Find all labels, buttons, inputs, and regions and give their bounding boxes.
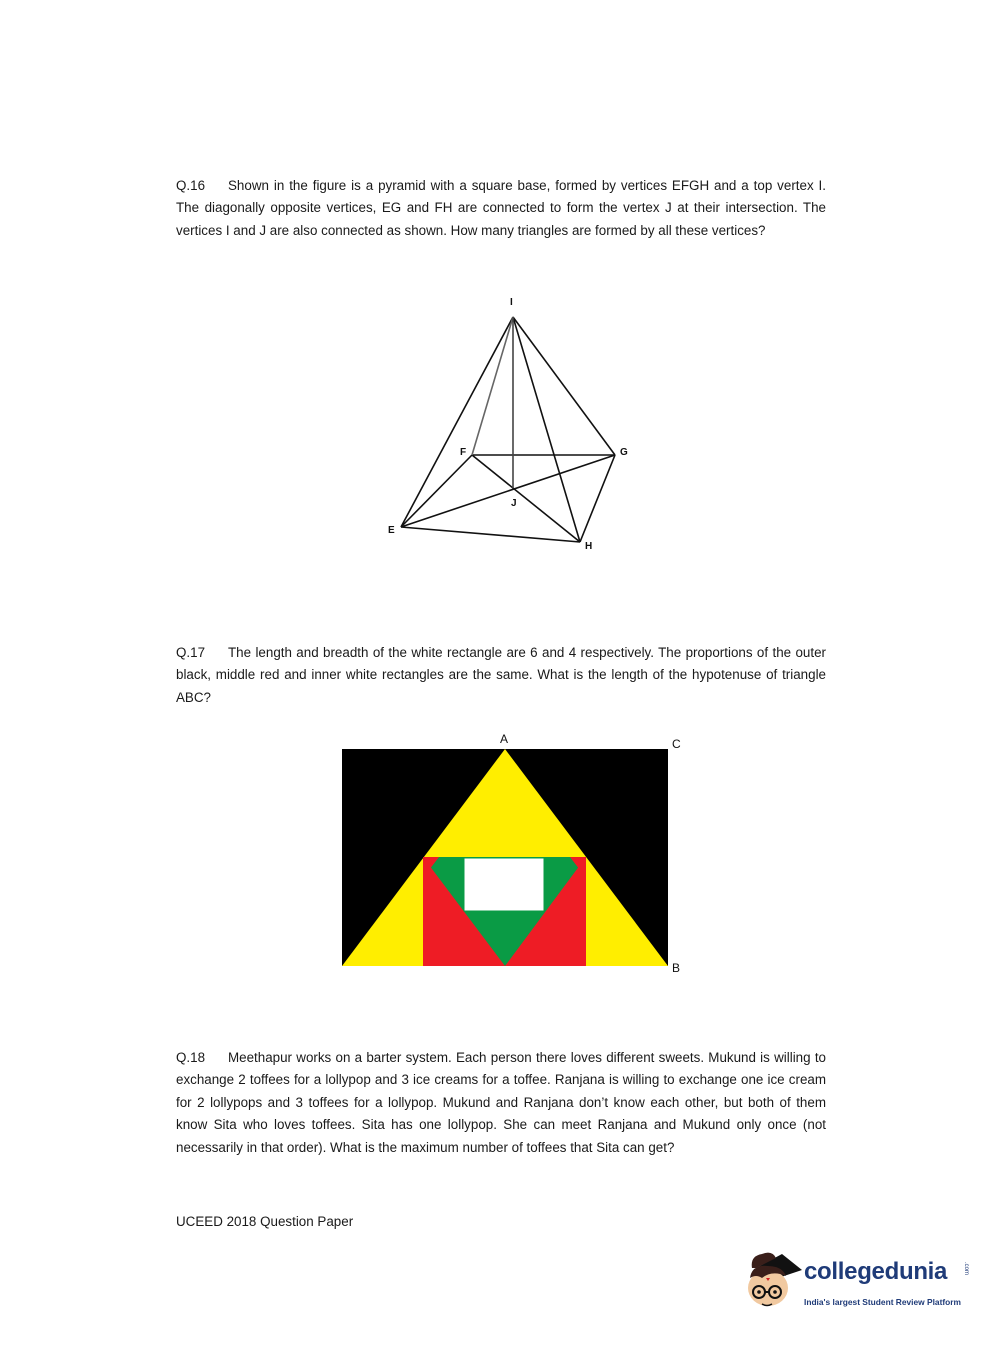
question-number: Q.18 <box>176 1050 206 1065</box>
inner-white-rectangle <box>464 858 544 911</box>
edge-EH <box>401 527 580 542</box>
label-B: B <box>672 961 681 975</box>
mascot-icon <box>742 1248 804 1320</box>
brand-name: collegedunia <box>804 1258 948 1285</box>
question-18 <box>176 1047 826 1159</box>
brand-suffix: .com <box>963 1262 969 1276</box>
edge-IF <box>472 317 513 455</box>
edge-IH <box>513 317 580 542</box>
question-16 <box>176 175 826 242</box>
pyramid-figure <box>380 292 640 562</box>
edge-IG <box>513 317 615 455</box>
label-E: E <box>388 525 395 536</box>
brand-tagline: India's largest Student Review Platform <box>804 1297 961 1307</box>
label-C: C <box>672 737 681 751</box>
label-G: G <box>620 447 628 458</box>
question-text: Shown in the figure is a pyramid with a square base, formed by vertices EFGH and a top vertex I. The diagonally opposite vertices, EG and FH are connected to form the vertex J at their intersection. The vertices I and J are also connected as shown. How many triangles are formed by all these vertices? <box>176 178 826 238</box>
collegedunia-logo[interactable] <box>742 1248 972 1320</box>
question-text: Meethapur works on a barter system. Each person there loves different sweets. Mukund is willing to exchange 2 toffees for a lollypop and 3 ice creams for a toffee. Ranjana is willing to exchange one ice cream for 2 lollypops and 3 toffees for a lollypop. Mukund and Ranjana don’t know each other, but both of them know Sita who loves toffees. Sita has one lollypop. She can meet Ranjana and Mukund only once (not necessarily in that order). What is the maximum number of toffees that Sita can get? <box>176 1050 826 1155</box>
edge-EF <box>401 455 472 527</box>
label-H: H <box>585 541 593 552</box>
label-I: I <box>510 297 513 308</box>
label-J: J <box>511 498 517 509</box>
footer-title: UCEED 2018 Question Paper <box>176 1214 354 1229</box>
rectangles-figure <box>336 728 696 978</box>
label-F: F <box>460 447 467 458</box>
question-text: The length and breadth of the white rectangle are 6 and 4 respectively. The proportions of the outer black, middle red and inner white rectangles are the same. What is the length of the hypotenuse of triangle ABC? <box>176 645 826 705</box>
question-17 <box>176 642 826 709</box>
edge-HG <box>580 455 615 542</box>
question-number: Q.17 <box>176 645 206 660</box>
question-number: Q.16 <box>176 178 206 193</box>
label-A: A <box>500 732 509 746</box>
